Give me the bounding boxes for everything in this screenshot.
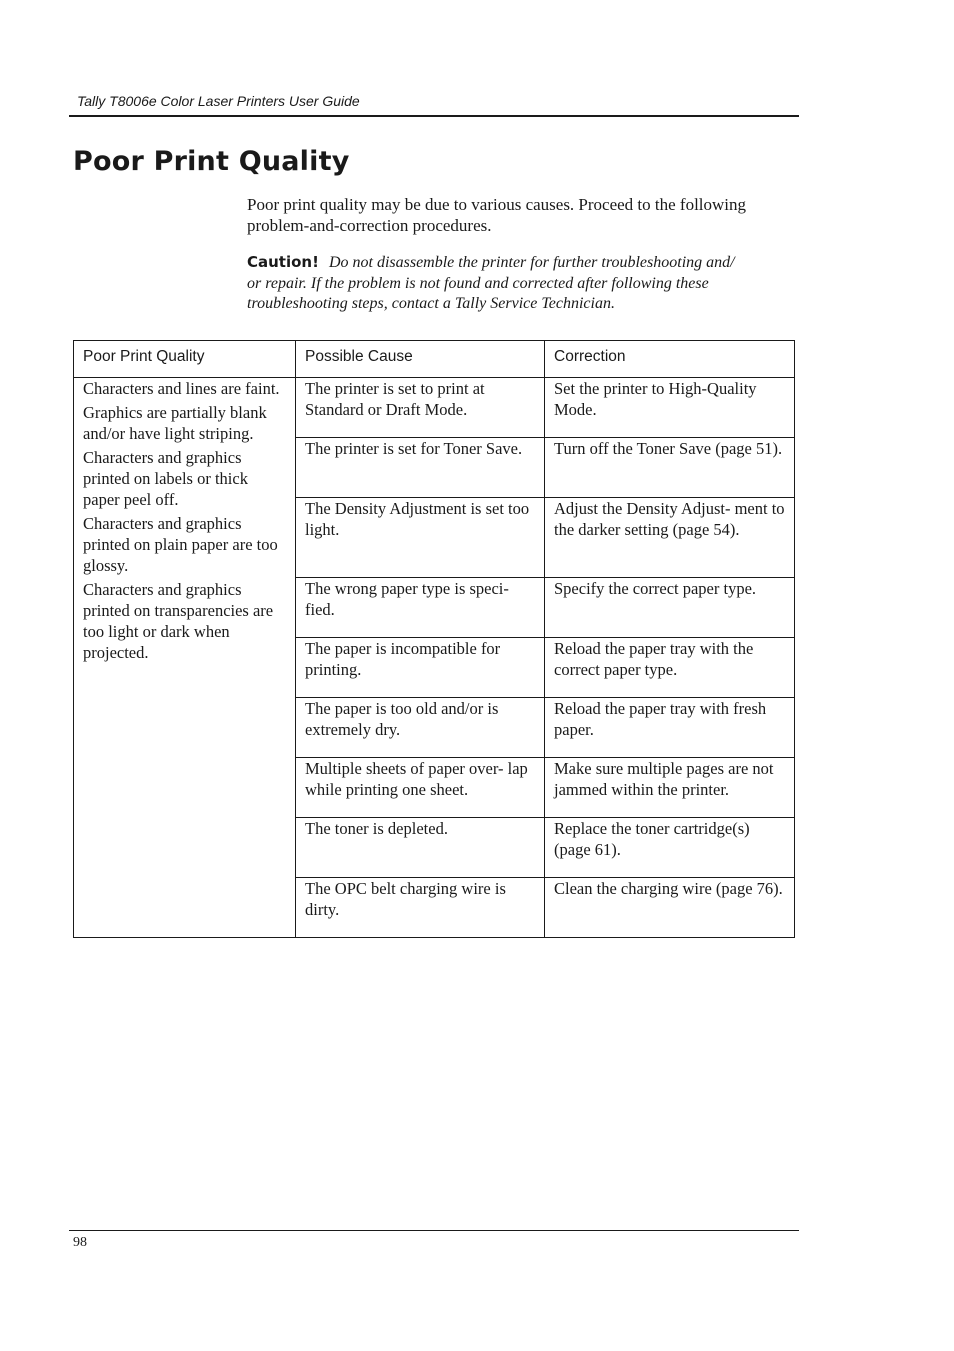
cause-cell: The wrong paper type is speci- fied. <box>296 578 545 638</box>
header-correction: Correction <box>545 341 795 378</box>
page-title: Poor Print Quality <box>73 146 350 177</box>
correction-cell: Reload the paper tray with fresh paper. <box>545 698 795 758</box>
correction-cell: Adjust the Density Adjust- ment to the darker setting (page 54). <box>545 498 795 578</box>
cause-cell: The paper is too old and/or is extremely dry. <box>296 698 545 758</box>
correction-cell: Make sure multiple pages are not jammed within the printer. <box>545 758 795 818</box>
table-row <box>74 378 795 438</box>
page-number: 98 <box>73 1235 87 1250</box>
poor-print-quality-table <box>73 340 795 938</box>
correction-cell: Turn off the Toner Save (page 51). <box>545 438 795 498</box>
running-header: Tally T8006e Color Laser Printers User Guide <box>77 93 360 109</box>
symptom-item: Graphics are partially blank and/or have light striping. <box>83 403 267 443</box>
correction-cell: Reload the paper tray with the correct paper type. <box>545 638 795 698</box>
table-header-row <box>74 341 795 378</box>
caution-note <box>247 252 747 315</box>
symptom-item: Characters and graphics printed on labels or thick paper peel off. <box>83 448 248 509</box>
header-poor-print-quality: Poor Print Quality <box>74 341 296 378</box>
intro-paragraph: Poor print quality may be due to various causes. Proceed to the following problem-and-correction procedures. <box>247 195 747 235</box>
correction-cell: Replace the toner cartridge(s) (page 61). <box>545 818 795 878</box>
cause-cell: The printer is set to print at Standard or Draft Mode. <box>296 378 545 438</box>
correction-cell: Clean the charging wire (page 76). <box>545 878 795 938</box>
header-rule <box>69 115 799 117</box>
correction-cell: Specify the correct paper type. <box>545 578 795 638</box>
symptom-item: Characters and graphics printed on plain paper are too glossy. <box>83 514 278 575</box>
cause-cell: Multiple sheets of paper over- lap while printing one sheet. <box>296 758 545 818</box>
caution-text: Do not disassemble the printer for further troubleshooting and/ or repair. If the problem is not found and corrected after following these troubleshooting steps, contact a Tally Service Technician. <box>247 254 735 312</box>
cause-cell: The Density Adjustment is set too light. <box>296 498 545 578</box>
correction-cell: Set the printer to High-Quality Mode. <box>545 378 795 438</box>
cause-cell: The OPC belt charging wire is dirty. <box>296 878 545 938</box>
caution-label: Caution! <box>247 253 319 271</box>
symptom-item: Characters and graphics printed on transparencies are too light or dark when projected. <box>83 580 274 662</box>
cause-cell: The printer is set for Toner Save. <box>296 438 545 498</box>
symptoms-cell <box>74 378 296 938</box>
footer-rule <box>69 1230 799 1231</box>
cause-cell: The paper is incompatible for printing. <box>296 638 545 698</box>
header-possible-cause: Possible Cause <box>296 341 545 378</box>
symptom-item: Characters and lines are faint. <box>83 379 280 398</box>
cause-cell: The toner is depleted. <box>296 818 545 878</box>
